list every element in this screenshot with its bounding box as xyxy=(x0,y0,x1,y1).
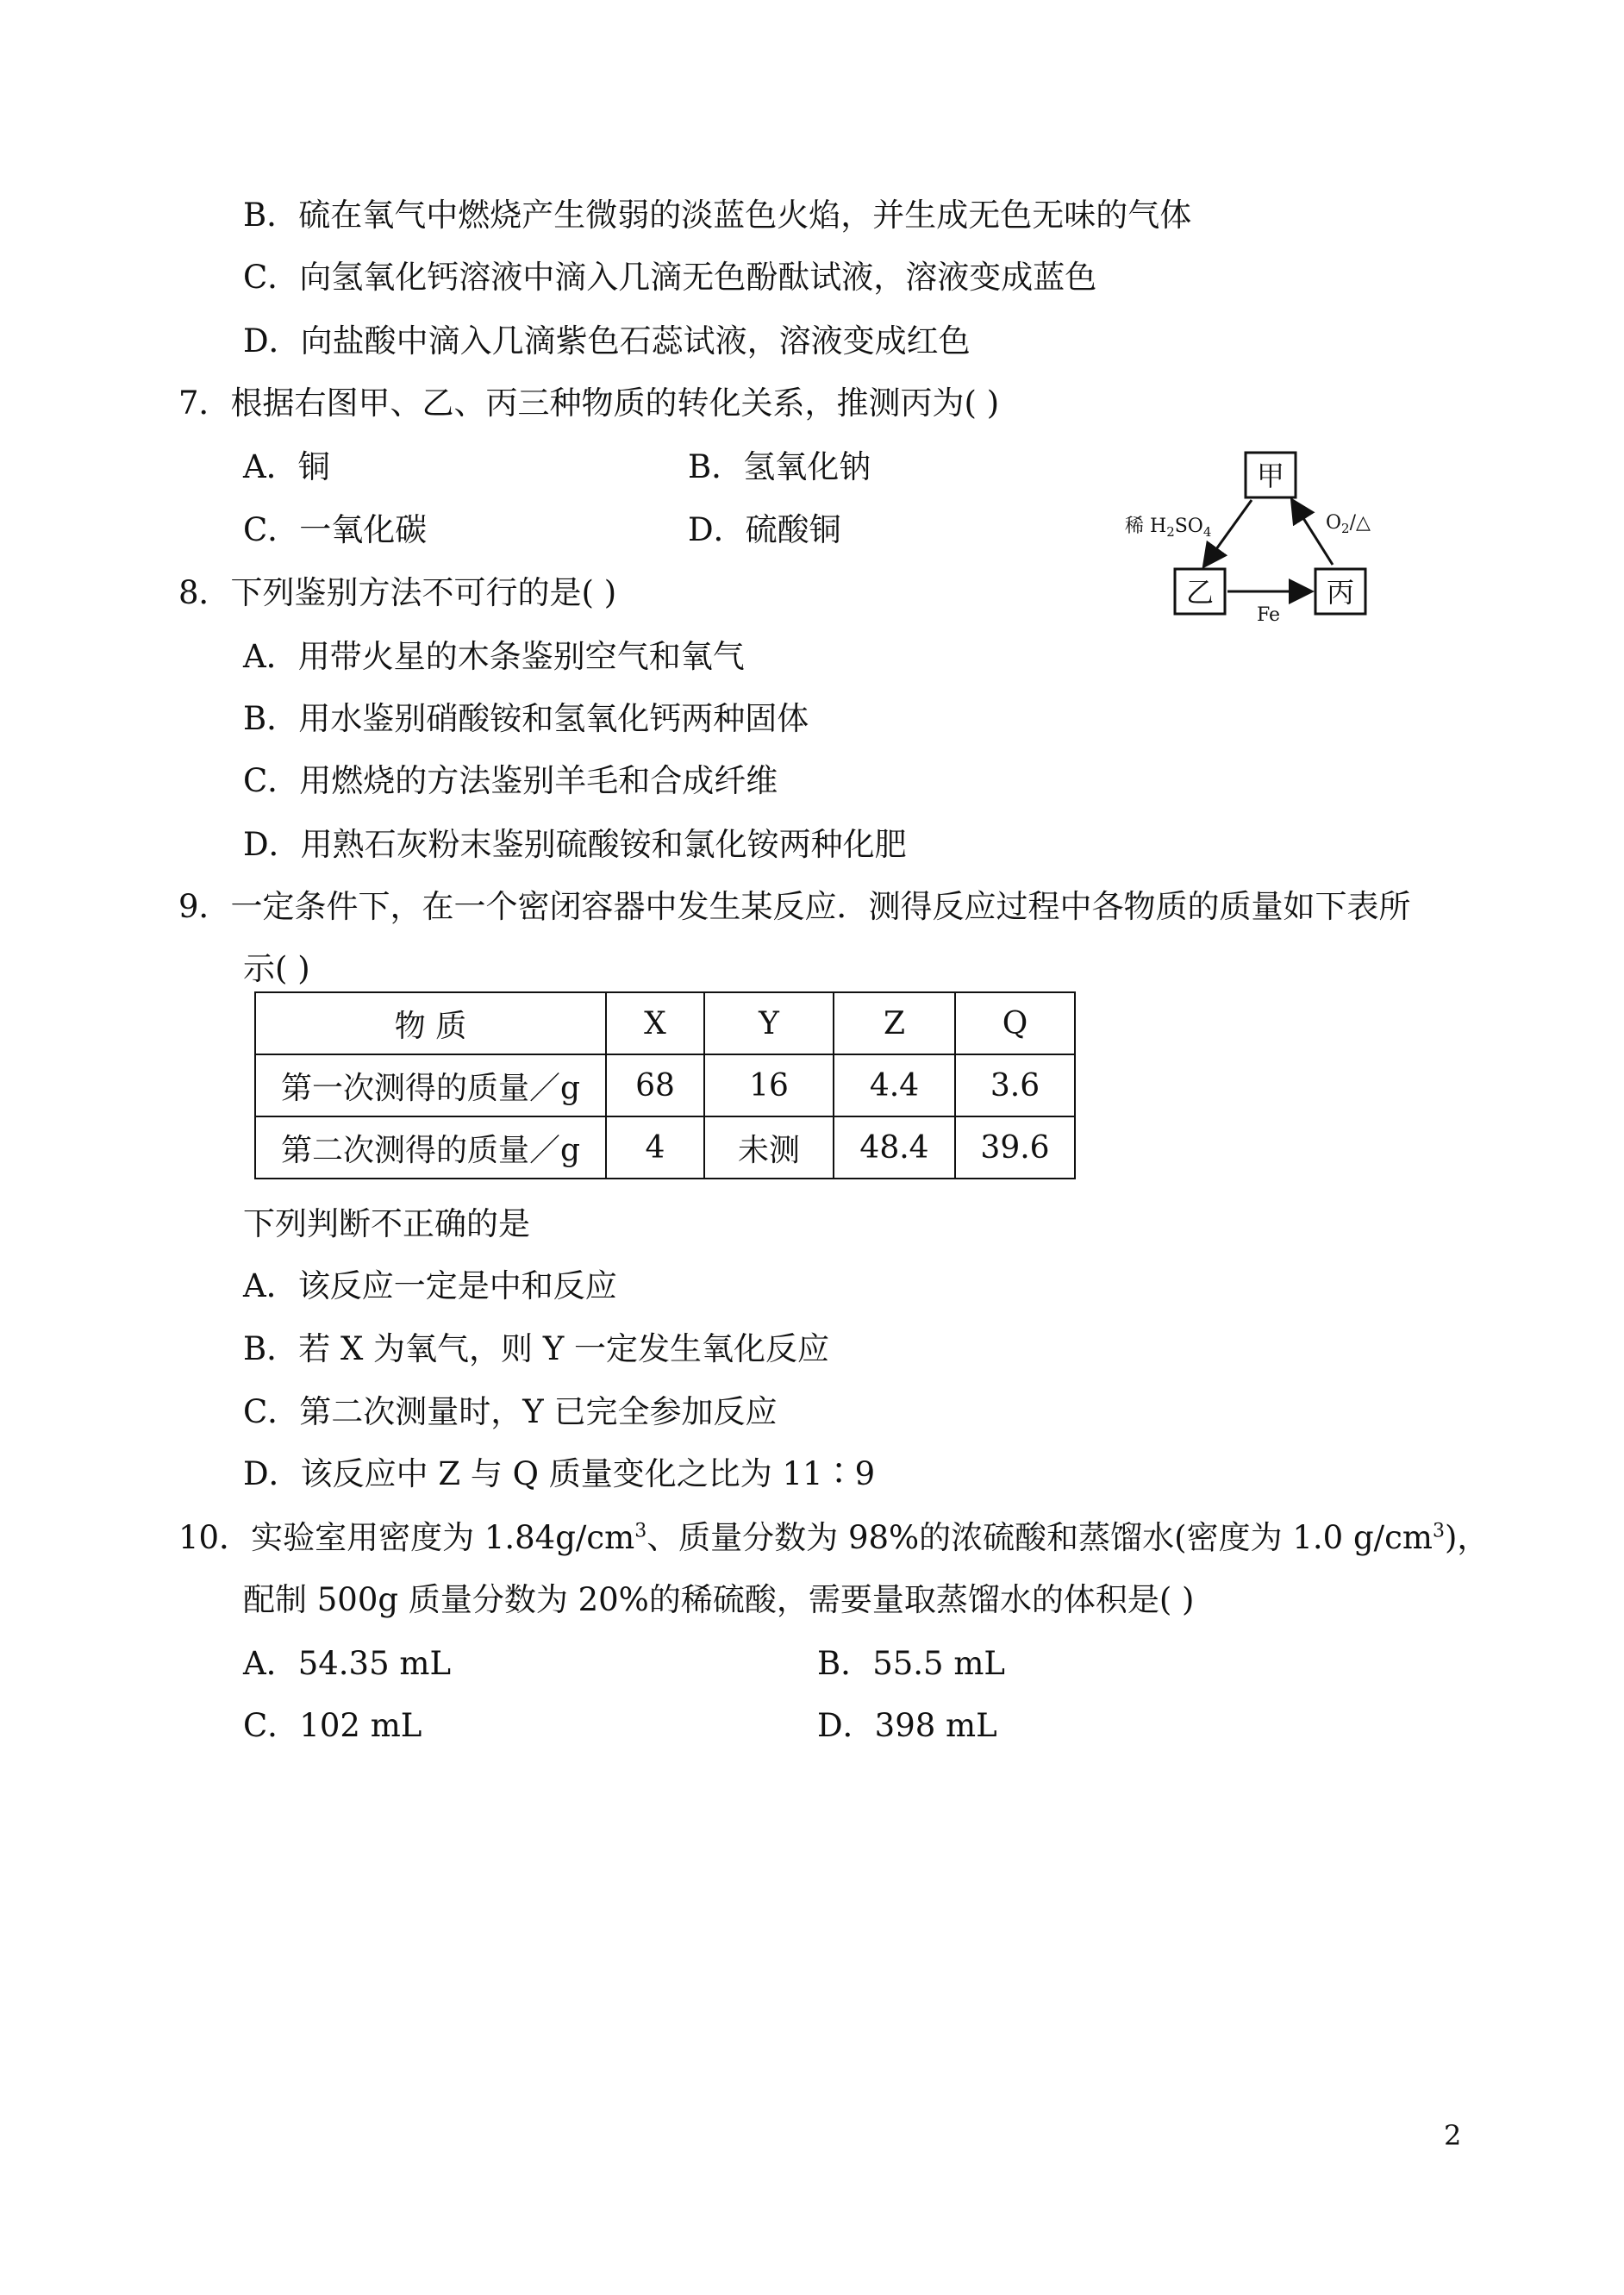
q10-option-b: B．55.5 mL xyxy=(817,1645,1005,1682)
q10-stem-line1 xyxy=(178,1517,1489,1559)
node-top-label: 甲 xyxy=(1256,460,1285,492)
label-iron: Fe xyxy=(1257,604,1281,626)
table-header-cell: 物 质 xyxy=(255,992,606,1054)
q7-stem: 7．根据右图甲、乙、丙三种物质的转化关系，推测丙为( ) xyxy=(178,385,1000,422)
table-cell: 48.4 xyxy=(834,1116,955,1179)
mass-data-table xyxy=(254,991,1076,1179)
q7-option-b: B．氢氧化钠 xyxy=(688,448,871,485)
q8-option-b: B．用水鉴别硝酸铵和氢氧化钙两种固体 xyxy=(243,700,809,737)
table-cell: 39.6 xyxy=(955,1116,1075,1179)
q10-stem-line2: 配制 500g 质量分数为 20%的稀硫酸，需要量取蒸馏水的体积是( ) xyxy=(243,1581,1195,1618)
table-cell: 68 xyxy=(606,1054,704,1116)
q10-stem-part-a: 10．实验室用密度为 1.84g/cm xyxy=(178,1519,635,1556)
table-cell: 第二次测得的质量／g xyxy=(255,1116,606,1179)
q10-stem-part-c: )， xyxy=(1444,1519,1490,1556)
table-header-row xyxy=(255,992,1075,1054)
q8-option-a: A．用带火星的木条鉴别空气和氧气 xyxy=(243,638,745,675)
q10-superscript-2: 3 xyxy=(1432,1520,1445,1542)
table-cell: 3.6 xyxy=(955,1054,1075,1116)
q6-option-b: B．硫在氧气中燃烧产生微弱的淡蓝色火焰，并生成无色无味的气体 xyxy=(243,197,1192,234)
q9-option-b: B．若 X 为氧气，则 Y 一定发生氧化反应 xyxy=(243,1330,830,1367)
q6-option-c: C．向氢氧化钙溶液中滴入几滴无色酚酞试液，溶液变成蓝色 xyxy=(243,259,1097,296)
q8-option-d: D．用熟石灰粉末鉴别硫酸铵和氯化铵两种化肥 xyxy=(243,826,907,863)
table-cell: 4 xyxy=(606,1116,704,1179)
q10-superscript-1: 3 xyxy=(634,1520,647,1542)
q6-option-d: D．向盐酸中滴入几滴紫色石蕊试液，溶液变成红色 xyxy=(243,322,971,360)
table-cell: 第一次测得的质量／g xyxy=(255,1054,606,1116)
page-number: 2 xyxy=(1444,2119,1462,2152)
conversion-diagram xyxy=(1112,444,1396,629)
q9-option-a: A．该反应一定是中和反应 xyxy=(243,1267,617,1304)
q10-option-c: C．102 mL xyxy=(243,1707,422,1744)
q9-option-c: C．第二次测量时，Y 已完全参加反应 xyxy=(243,1393,778,1430)
q10-option-a: A．54.35 mL xyxy=(243,1645,452,1682)
node-right-label: 丙 xyxy=(1326,576,1355,609)
table-cell: 4.4 xyxy=(834,1054,955,1116)
table-header-cell: Y xyxy=(704,992,834,1054)
q7-option-a: A．铜 xyxy=(243,448,330,485)
q9-stem-line1: 9．一定条件下，在一个密闭容器中发生某反应．测得反应过程中各物质的质量如下表所 xyxy=(178,888,1411,925)
q8-option-c: C．用燃烧的方法鉴别羊毛和合成纤维 xyxy=(243,762,778,799)
q9-prompt: 下列判断不正确的是 xyxy=(243,1205,530,1242)
q9-option-d: D．该反应中 Z 与 Q 质量变化之比为 11∶9 xyxy=(243,1455,876,1492)
q9-stem-line2: 示( ) xyxy=(243,950,310,987)
q7-option-d: D．硫酸铜 xyxy=(688,511,841,548)
label-oxygen-heat: $O_2/\triangle$ xyxy=(1326,512,1371,536)
table-row xyxy=(255,1116,1075,1179)
table-header-cell: X xyxy=(606,992,704,1054)
table-header-cell: Z xyxy=(834,992,955,1054)
q10-stem-part-b: 、质量分数为 98%的浓硫酸和蒸馏水(密度为 1.0 g/cm xyxy=(646,1519,1433,1556)
q7-option-c: C．一氧化碳 xyxy=(243,511,428,548)
arrow-top-to-left xyxy=(1205,500,1252,565)
node-left-label: 乙 xyxy=(1185,576,1215,609)
table-row xyxy=(255,1054,1075,1116)
table-cell: 未测 xyxy=(704,1116,834,1179)
q8-stem: 8．下列鉴别方法不可行的是( ) xyxy=(178,574,617,611)
table-cell: 16 xyxy=(704,1054,834,1116)
q10-option-d: D．398 mL xyxy=(817,1707,997,1744)
table-header-cell: Q xyxy=(955,992,1075,1054)
label-dilute-sulfuric-acid: 稀 $H_2SO_4$ xyxy=(1125,516,1212,540)
